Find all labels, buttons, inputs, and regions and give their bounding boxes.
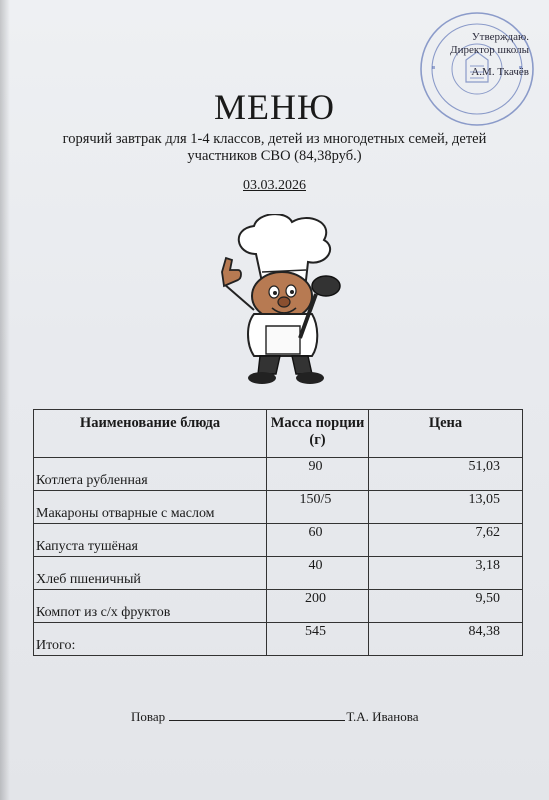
- price-cell: [369, 524, 523, 557]
- total-mass: 545: [305, 624, 326, 639]
- dish-name: Компот из с/х фруктов: [36, 605, 171, 620]
- menu-table: [33, 409, 523, 656]
- dish-cell: [34, 458, 267, 491]
- dish-price: 3,18: [475, 558, 500, 573]
- dish-mass: 200: [305, 591, 326, 606]
- total-mass-cell: [267, 623, 369, 656]
- dish-price: 7,62: [475, 525, 500, 540]
- dish-mass: 90: [308, 459, 323, 474]
- price-cell: [369, 557, 523, 590]
- dish-name: Капуста тушёная: [36, 539, 138, 554]
- dish-mass: 150/5: [299, 492, 332, 507]
- chef-illustration: [196, 214, 366, 392]
- dish-price: 9,50: [475, 591, 500, 606]
- column-header-mass: Масса порции (г): [267, 410, 369, 458]
- total-label: Итого:: [36, 638, 76, 653]
- table-row: [34, 557, 523, 590]
- dish-mass: 60: [308, 525, 323, 540]
- table-row: [34, 524, 523, 557]
- table-header-row: [34, 410, 523, 458]
- signature-blank: [169, 708, 345, 721]
- dish-name: Макароны отварные с маслом: [36, 506, 215, 521]
- price-cell: [369, 458, 523, 491]
- total-label-cell: [34, 623, 267, 656]
- price-cell: [369, 491, 523, 524]
- cook-role: Повар: [131, 709, 166, 724]
- column-header-price: Цена: [369, 410, 523, 458]
- page-title: МЕНЮ: [214, 87, 335, 127]
- price-cell: [369, 590, 523, 623]
- mass-cell: [267, 590, 369, 623]
- dish-mass: 40: [308, 558, 323, 573]
- table-row: [34, 590, 523, 623]
- mass-cell: [267, 524, 369, 557]
- dish-price: 13,05: [468, 492, 500, 507]
- menu-subtitle: горячий завтрак для 1-4 классов, детей из многодетных семей, детей участников СВО (84,38руб.): [62, 131, 487, 164]
- approval-line-1: Утверждаю.: [471, 31, 529, 43]
- dish-cell: [34, 557, 267, 590]
- table-row: [34, 458, 523, 491]
- dish-name: Котлета рубленная: [36, 473, 148, 488]
- mass-cell: [267, 491, 369, 524]
- total-price-cell: [369, 623, 523, 656]
- dish-cell: [34, 590, 267, 623]
- mass-cell: [267, 458, 369, 491]
- mass-cell: [267, 557, 369, 590]
- cook-name: Т.А. Иванова: [346, 709, 419, 724]
- dish-price: 51,03: [468, 459, 500, 474]
- dish-name: Хлеб пшеничный: [36, 572, 141, 587]
- total-row: [34, 623, 523, 656]
- cook-signature-line: [131, 708, 418, 725]
- column-header-dish: Наименование блюда: [34, 410, 267, 458]
- dish-cell: [34, 524, 267, 557]
- table-row: [34, 491, 523, 524]
- total-price: 84,38: [468, 624, 500, 639]
- approval-director-name: А.М. Ткачёв: [471, 66, 529, 78]
- dish-cell: [34, 491, 267, 524]
- approval-line-2: Директор школы: [450, 44, 529, 56]
- menu-date: 03.03.2026: [243, 178, 306, 193]
